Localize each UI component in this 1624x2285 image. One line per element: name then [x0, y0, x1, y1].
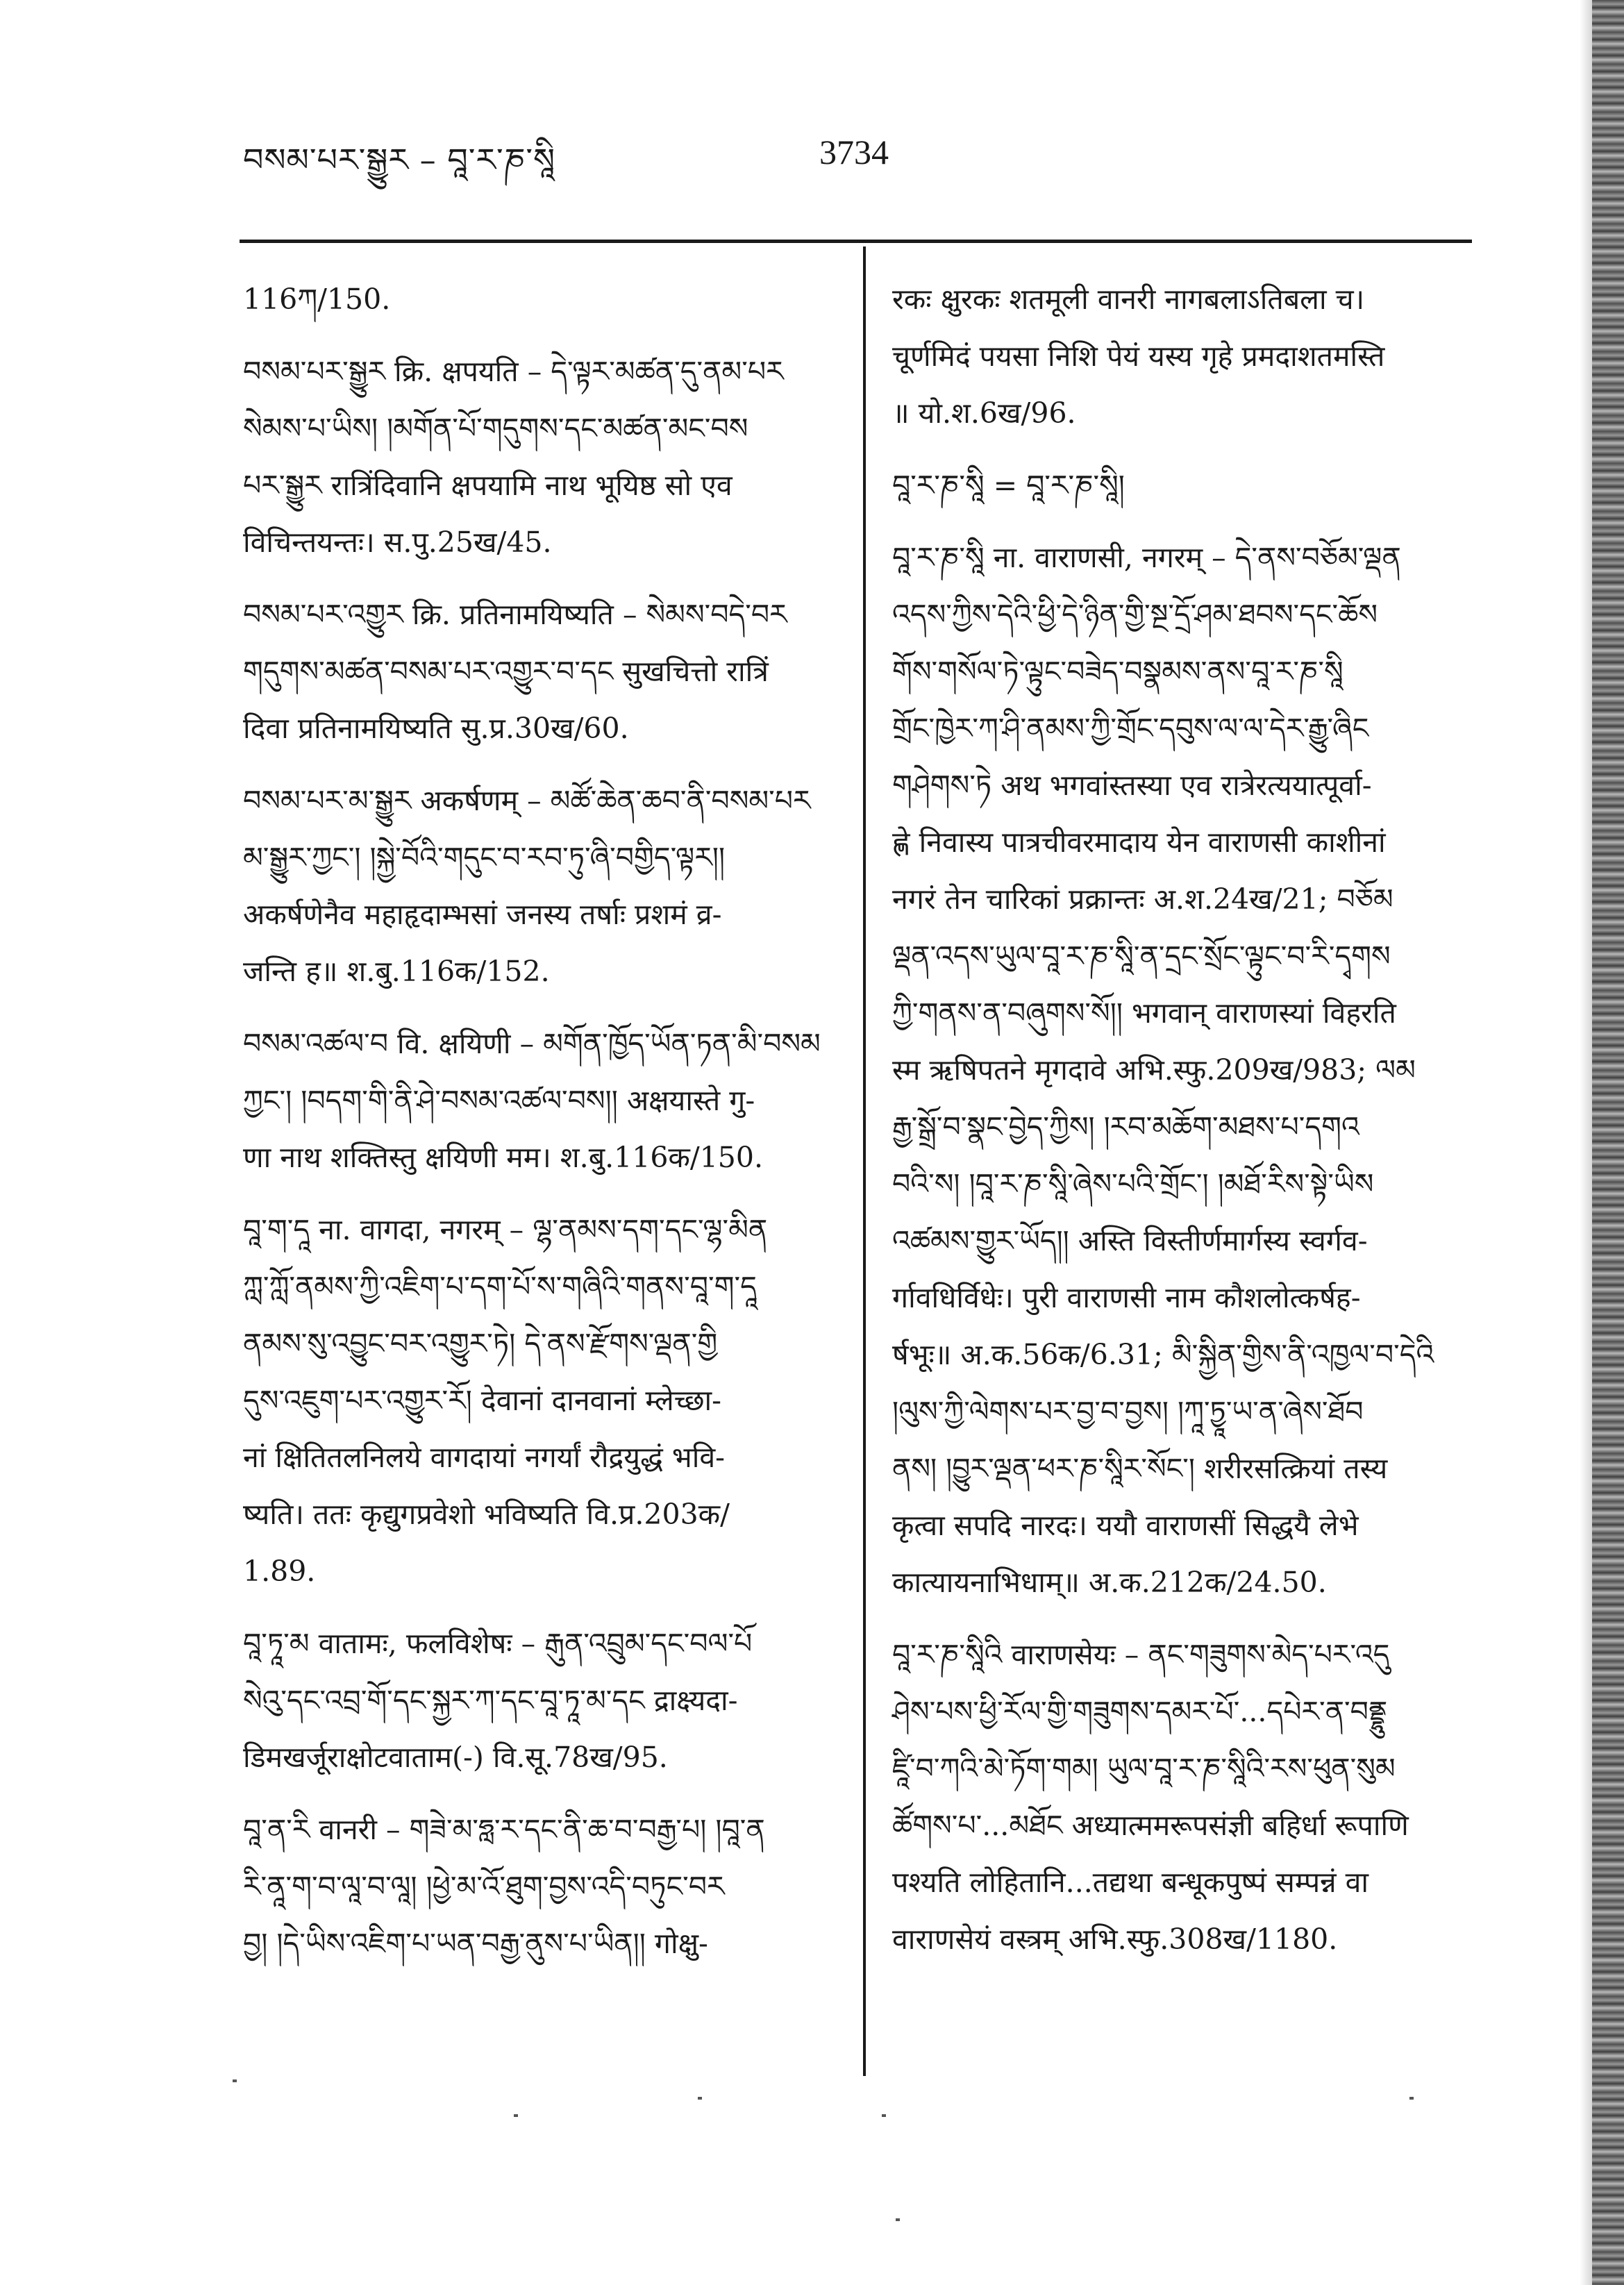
running-head: བསམ་པར་སྒྱུར – བཱ་ར་ཎ་སཱི — [243, 141, 556, 178]
binding-edge — [1592, 0, 1624, 2285]
dictionary-entry — [243, 1201, 830, 1600]
entry-line: བཱ་ན་རི वानरी – གཟེ་མ་ཧླ་ར་དང་ནི་ཆ་བ་བརྒྱ་པ། །བཱ་ན — [243, 1813, 765, 1846]
entry-line: འདས་ཀྱིས་དེའི་ཕྱི་དེ་ཉིན་གྱི་སྔ་དྲོ་ཤམ་ཐབས་དང་ཆོས — [892, 598, 1378, 631]
dictionary-entry — [243, 1015, 830, 1186]
entry-line: པར་སྒྱུར रात्रिंदिवानि क्षपयामि नाथ भूयिष्ठ सो एव — [243, 469, 733, 502]
entry-line: र्षभूः॥ अ.क.56क/6.31; མི་སྐྱིན་གྱིས་ནི་འཁྱལ་བ་དེའི — [892, 1338, 1434, 1371]
dictionary-entry — [243, 772, 830, 1000]
column-divider — [863, 246, 866, 2076]
entry-line: གཤེགས་ཏེ अथ भगवांस्तस्या एव रात्रेरत्ययात्पूर्वा- — [892, 769, 1372, 802]
entry-line: दिवा प्रतिनामयिष्यति सु.प्र.30ख/60. — [243, 712, 629, 745]
entry-line: བཱ་ར་ཎ་སཱི ना. वाराणसी, नगरम् – དེ་ནས་བཅོམ་ལྡན — [892, 541, 1401, 574]
entry-line: ष्यति। ततः कृद्युगप्रवेशो भविष्यति वि.प्र.203क/ — [243, 1498, 730, 1531]
entry-line: ཀླ་ཀློ་ནམས་ཀྱི་འཇིག་པ་དག་པོ་ས་གཞིའི་གནས་བཱ་ག་དཱ — [243, 1270, 757, 1303]
entry-line: དུས་འཇུག་པར་འགྱུར་རོ། देवानां दानवानां म्लेच्छा- — [243, 1384, 722, 1417]
entry-line: ཀྱི་གནས་ན་བཞུགས་སོ།། भगवान् वाराणस्यां विहरति — [892, 996, 1396, 1030]
page-number: 3734 — [819, 133, 889, 171]
entry-line: བསམ་པར་སྒྱུར क्रि. क्षपयति – དེ་ལྟར་མཚན་དུ་ནམ་པར — [243, 355, 784, 388]
entry-line: བཱ་ཏཱ་མ वातामः, फलविशेषः – རྒུན་འབྲུམ་དང་བལ་པོ — [243, 1627, 753, 1660]
entry-line: ॥ यो.श.6ख/96. — [892, 396, 1076, 430]
entry-line: 116ཀ/150. — [243, 283, 391, 316]
dictionary-entry — [892, 457, 1468, 514]
entry-line: བཱ་ར་ཎ་སཱིའི वाराणसेयः – ནང་གཟུགས་མེད་པར་འདུ — [892, 1638, 1390, 1671]
dictionary-entry — [243, 586, 830, 757]
speck — [1409, 2097, 1414, 2100]
dictionary-entry — [243, 1801, 830, 1972]
entry-line: ལྡན་འདས་ཡུལ་བཱ་ར་ཎ་སཱི་ན་དྲང་སྲོང་ལྟུང་བ་རི་དྭགས — [892, 939, 1391, 973]
right-column — [892, 271, 1468, 1983]
entry-line: ह्णे निवास्य पात्रचीवरमादाय येन वाराणसी काशीनां — [892, 826, 1386, 859]
speck — [882, 2114, 886, 2117]
entry-line: བསམ་པར་མ་སྒྱུར अकर्षणम् – མཚོ་ཆེན་ཆབ་ནི་བསམ་པར — [243, 784, 811, 817]
entry-line: སེམས་པ་ཡིས། །མགོན་པོ་གདུགས་དང་མཚན་མང་བས — [243, 412, 748, 445]
entry-line: བཱ་ར་ཎ་སཱི = བཱ་ར་ཎ་སཱི། — [892, 469, 1125, 502]
dictionary-entry — [243, 271, 830, 328]
entry-line: नां क्षितितलनिलये वागदायां नगर्यां रौद्रयुद्धं भवि- — [243, 1441, 725, 1474]
entry-line: རྒྱ་སྒྲོ་བ་སྣང་བྱེད་ཀྱིས། །རབ་མཆོག་མཐས་པ་དགའ — [892, 1110, 1359, 1144]
entry-line: ནས། །བྱུར་ལྡན་ཕར་ཎ་སཱིར་སོང་། शरीरसत्क्रियां तस्य — [892, 1452, 1388, 1485]
entry-line: བྱ། །དེ་ཡིས་འཇིག་པ་ཡན་བརྒྱ་ནུས་པ་ཡིན།། गोक्षु- — [243, 1927, 708, 1960]
entry-line: ཚོགས་པ་...མཐོང अध्यात्ममरूपसंज्ञी बहिर्धा रूपाणि — [892, 1809, 1409, 1842]
entry-line: चूर्णमिदं पयसा निशि पेयं यस्य गृहे प्रमदाशतमस्ति — [892, 340, 1385, 373]
entry-line: །ལུས་ཀྱི་ལེགས་པར་བྱ་བ་བྱས། །ཀཱ་ཏྱཱ་ཡ་ན་ཞེས་ཐོབ — [892, 1395, 1364, 1428]
entry-line: འཚམས་གྱུར་ཡོད།། अस्ति विस्तीर्णमार्गस्य स्वर्गव- — [892, 1224, 1368, 1257]
entry-line: वाराणसेयं वस्त्रम् अभि.स्फु.308ख/1180. — [892, 1923, 1338, 1956]
entry-line: अकर्षणेनैव महाहृदाम्भसां जनस्य तर्षाः प्रशमं व्र- — [243, 898, 722, 931]
entry-line: स्म ऋषिपतने मृगदावे अभि.स्फु.209ख/983; ལམ — [892, 1053, 1416, 1087]
speck — [233, 2079, 237, 2082]
entry-line: रकः क्षुरकः शतमूली वानरी नागबलाऽतिबला च। — [892, 283, 1365, 316]
entry-line: कात्यायनाभिधाम्॥ अ.क.212क/24.50. — [892, 1566, 1327, 1599]
entry-line: སེའུ་དང་འབྲ་གོ་དང་སྐྱར་ཀ་དང་བཱ་ཏཱ་མ་དང द्राक्ष्यदा- — [243, 1684, 738, 1717]
dictionary-entry — [243, 1615, 830, 1786]
entry-line: णा नाथ शक्तिस्तु क्षयिणी मम। श.बु.116क/150. — [243, 1141, 763, 1174]
entry-line: བསམ་འཚལ་བ वि. क्षयिणी – མགོན་ཁྱོད་ཡོན་ཏན་མི་བསམ — [243, 1027, 821, 1060]
entry-line: བཱ་ག་དཱ ना. वागदा, नगरम् – ལྷ་ནམས་དག་དང་ལྷ་མིན — [243, 1213, 768, 1246]
speck — [698, 2097, 702, 2100]
entry-line: र्गावधिर्विधेः। पुरी वाराणसी नाम कौशलोत्कर्षह- — [892, 1281, 1361, 1314]
left-column — [243, 271, 830, 1987]
entry-line: नगरं तेन चारिकां प्रक्रान्तः अ.श.24ख/21; བཅོམ — [892, 882, 1393, 916]
entry-line: བསམ་པར་འགྱུར क्रि. प्रतिनामयिष्यति – སེམས་བདེ་བར — [243, 598, 787, 631]
header-rule — [240, 240, 1472, 243]
entry-line: གདུགས་མཚན་བསམ་པར་འགྱུར་བ་དང सुखचित्तो रात्रिं — [243, 655, 769, 688]
dictionary-entry — [243, 343, 830, 571]
entry-line: ཤེས་པས་ཕྱི་རོལ་གྱི་གཟུགས་དམར་པོ་...དཔེར་ན་བནྡྷུ — [892, 1695, 1388, 1728]
binding-shadow — [1580, 0, 1592, 2285]
speck — [514, 2114, 518, 2117]
entry-line: पश्यति लोहितानि...तद्यथा बन्धूकपुष्पं सम्पन्नं वा — [892, 1866, 1369, 1899]
entry-line: གོས་གསོལ་ཏེ་ལྟུང་བཟེད་བསྣམས་ནས་བཱ་ར་ཎ་སཱི — [892, 655, 1343, 688]
entry-line: जन्ति ह॥ श.बु.116क/152. — [243, 955, 550, 988]
dictionary-entry — [892, 529, 1468, 1611]
speck — [896, 2218, 900, 2221]
entry-line: མ་སྒྱུར་ཀྱང་། །སྐྱེ་བོའི་གདུང་བ་རབ་ཏུ་ཞི་བགྱིད་ལྟར།། — [243, 841, 726, 874]
entry-line: གྲོང་ཁྱེར་ཀ་ཤི་ནམས་ཀྱི་གྲོང་དབུས་ལ་ལ་དེར་རྒྱུ་ཞིང — [892, 712, 1369, 745]
entry-line: डिमखर्जूराक्षोटवाताम(-) वि.सू.78ख/95. — [243, 1741, 668, 1774]
entry-line: विचिन्तयन्तः। स.पु.25ख/45. — [243, 526, 552, 559]
entry-line: བའི་ས། །བཱ་ར་ཎ་སཱི་ཞེས་པའི་གྲོང་། །མཐོ་རིས་སྟེ་ཡིས — [892, 1167, 1374, 1200]
entry-line: 1.89. — [243, 1555, 316, 1588]
dictionary-entry — [892, 1626, 1468, 1968]
entry-line: ཛཱི་བ་ཀའི་མེ་ཏོག་གམ། ཡུལ་བཱ་ར་ཎ་སཱིའི་རས་ཕུན་སུམ — [892, 1752, 1396, 1785]
entry-line: कृत्वा सपदि नारदः। ययौ वाराणसीं सिद्धयै लेभे — [892, 1509, 1359, 1542]
entry-line: རི་ནཱ་ག་བ་ལཱ་བ་ལཱ། །ཕྱེ་མ་འོ་ཐུག་བྱས་འདི་བཏུང་བར — [243, 1870, 725, 1903]
entry-line: ཀྱང་། །བདག་གི་ནི་ཤེ་བསམ་འཚལ་བས།། अक्षयास्ते गु- — [243, 1084, 755, 1117]
dictionary-entry — [892, 271, 1468, 442]
entry-line: ནམས་སུ་འབྱུང་བར་འགྱུར་ཏེ། དེ་ནས་རྫོགས་ལྡན་གྱི — [243, 1327, 718, 1360]
